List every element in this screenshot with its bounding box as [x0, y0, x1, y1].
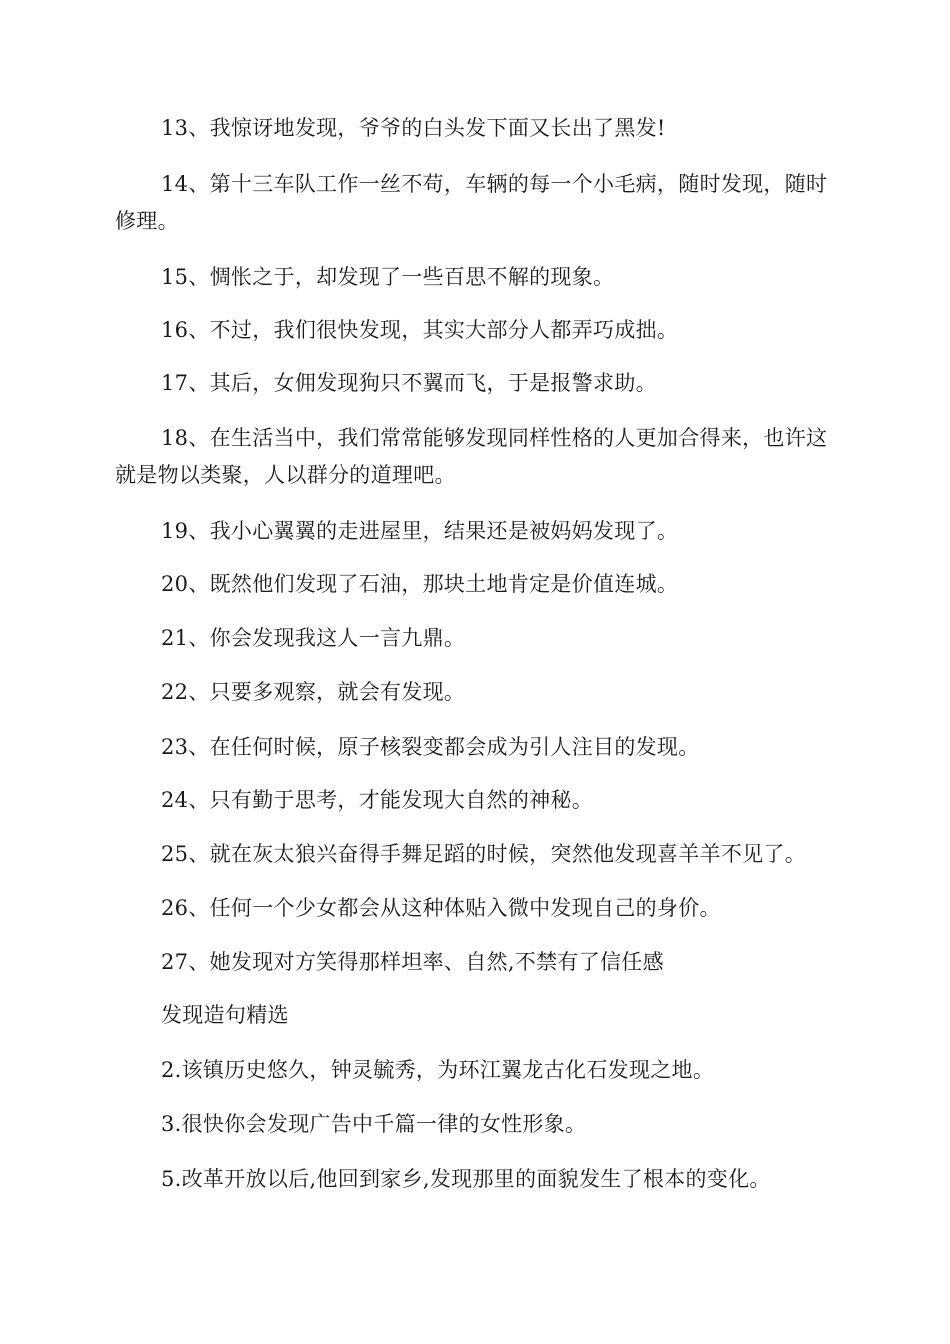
sentence-15: 15、惆怅之于，却发现了一些百思不解的现象。 [161, 265, 615, 289]
sentence-14: 14、第十三车队工作一丝不苟，车辆的每一个小毛病，随时发现，随时修理。 [115, 172, 828, 233]
sentence-17: 17、其后，女佣发现狗只不翼而飞，于是报警求助。 [161, 371, 657, 395]
sentence-25: 25、就在灰太狼兴奋得手舞足蹈的时候，突然他发现喜羊羊不见了。 [161, 842, 807, 866]
sentence-22: 22、只要多观察，就会有发现。 [161, 680, 466, 704]
sentence-23: 23、在任何时候，原子核裂变都会成为引人注目的发现。 [161, 735, 700, 759]
selected-sentence-2: 2.该镇历史悠久，钟灵毓秀，为环江翼龙古化石发现之地。 [161, 1058, 715, 1082]
sentence-18: 18、在生活当中，我们常常能够发现同样性格的人更加合得来，也许这就是物以类聚，人以群分的道理吧。 [115, 426, 828, 487]
section-heading: 发现造句精选 [161, 1003, 289, 1027]
sentence-21: 21、你会发现我这人一言九鼎。 [161, 626, 466, 650]
selected-sentence-3: 3.很快你会发现广告中千篇一律的女性形象。 [161, 1112, 587, 1136]
sentence-20: 20、既然他们发现了石油，那块土地肯定是价值连城。 [161, 572, 679, 596]
sentence-27: 27、她发现对方笑得那样坦率、自然,不禁有了信任感 [161, 950, 664, 974]
sentence-26: 26、任何一个少女都会从这种体贴入微中发现自己的身价。 [161, 896, 721, 920]
sentence-24: 24、只有勤于思考，才能发现大自然的神秘。 [161, 788, 594, 812]
sentence-16: 16、不过，我们很快发现，其实大部分人都弄巧成拙。 [161, 318, 679, 342]
sentence-13: 13、我惊讶地发现，爷爷的白头发下面又长出了黑发! [161, 116, 666, 140]
sentence-19: 19、我小心翼翼的走进屋里，结果还是被妈妈发现了。 [161, 519, 679, 543]
selected-sentence-5: 5.改革开放以后,他回到家乡,发现那里的面貌发生了根本的变化。 [161, 1167, 771, 1191]
